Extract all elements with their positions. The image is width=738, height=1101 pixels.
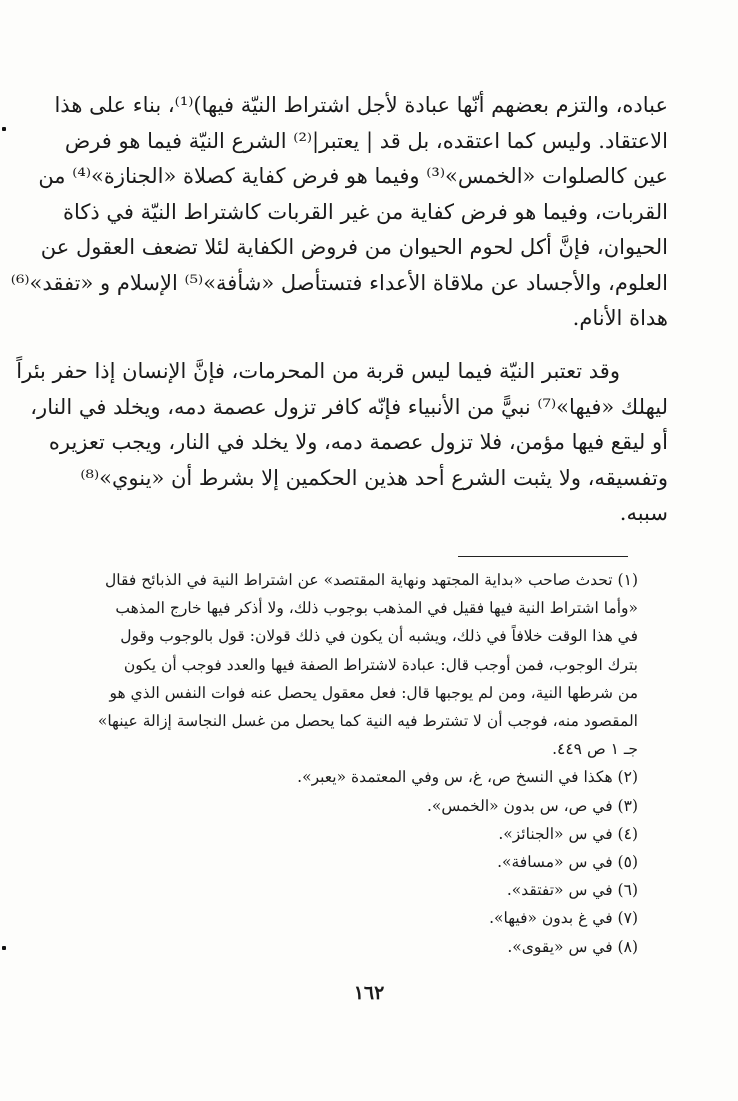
margin-mark <box>2 127 6 131</box>
text-line: سببه. <box>619 501 668 525</box>
footnote-line: بترك الوجوب، فمن أوجب قال: عبادة لاشتراط الصفة فيها والعدد فوجب أن يكون <box>123 655 638 674</box>
text-line: عباده، والتزم بعضهم أنّها عبادة لأجل اشتراط النيّة فيها)⁽¹⁾، بناء على هذا <box>54 93 668 117</box>
footnote-line: (٨) في س «يقوى». <box>507 937 638 956</box>
footnote-line: (٥) في س «مسافة». <box>497 853 638 872</box>
text-line: وقد تعتبر النيّة فيما ليس قربة من المحرمات، فإنَّ الإنسان إذا حفر بئراً <box>16 359 620 383</box>
margin-mark <box>2 946 6 950</box>
footnote-line: «وأما اشتراط النية فيها فقيل في المذهب بوجوب ذلك، ولا أذكر فيها خارج المذهب <box>115 599 638 618</box>
page-number: ١٦٢ <box>353 982 385 1004</box>
text-line: ليهلك «فيها»⁽⁷⁾ نبيًّ من الأنبياء فإنّه كافر تزول عصمة دمه، ويخلد في النار، <box>30 394 668 419</box>
footnote-line: جـ ١ ص ٤٤٩. <box>552 740 638 759</box>
text-line: وتفسيقه، ولا يثبت الشرع أحد هذين الحكمين إلا بشرط أن «ينوي»⁽⁸⁾ <box>80 465 668 490</box>
text-line: العلوم، والأجساد عن ملاقاة الأعداء فتستأصل «شأفة»⁽⁵⁾ الإسلام و «تفقد»⁽⁶⁾ <box>10 270 668 295</box>
footnote-line: في هذا الوقت خلافاً في ذلك، ويشبه أن يكون في ذلك قولان: قول بالوجوب وقول <box>120 627 638 646</box>
text-line: أو ليقع فيها مؤمن، فلا تزول عصمة دمه، ولا يخلد في النار، ويجب تعزيره <box>48 430 668 454</box>
footnote-line: المقصود منه، فوجب أن لا تشترط فيه النية كما يحصل من غسل النجاسة إزالة عينها» <box>97 712 638 731</box>
footnote-separator <box>458 556 628 557</box>
footnotes <box>78 566 638 961</box>
footnote-line: (٦) في س «تفتقد». <box>506 881 638 900</box>
text-line: الحيوان، فإنَّ أكل لحوم الحيوان من فروض الكفاية لئلا تضعف العقول عن <box>40 235 668 259</box>
footnote-line: من شرطها النية، ومن لم يوجبها قال: فعل معقول يحصل عنه فوات النفس الذي هو <box>109 683 638 702</box>
footnote-line: (٢) هكذا في النسخ ص، غ، س وفي المعتمدة «يعبر». <box>297 768 638 787</box>
main-paragraph-1 <box>10 88 668 337</box>
text-line: القربات، وفيما هو فرض كفاية من غير القربات كاشتراط النيّة في ذكاة <box>62 199 668 224</box>
text-line: عين كالصلوات «الخمس»⁽³⁾ وفيما هو فرض كفاية كصلاة «الجنازة»⁽⁴⁾ من <box>38 164 668 188</box>
footnote-line: (٧) في غ بدون «فيها». <box>489 909 638 928</box>
footnote-line: (١) تحدث صاحب «بداية المجتهد ونهاية المقتصد» عن اشتراط النية في الذبائح فقال <box>105 571 638 589</box>
footnote-line: (٤) في س «الجنائز». <box>498 824 638 843</box>
main-paragraph-2 <box>16 354 668 532</box>
text-line: الاعتقاد. وليس كما اعتقده، بل قد | يعتبر|⁽²⁾ الشرع النيّة فيما هو فرض <box>64 128 668 153</box>
text-line: هداة الأنام. <box>572 306 668 330</box>
footnote-line: (٣) في ص، س بدون «الخمس». <box>426 796 638 815</box>
